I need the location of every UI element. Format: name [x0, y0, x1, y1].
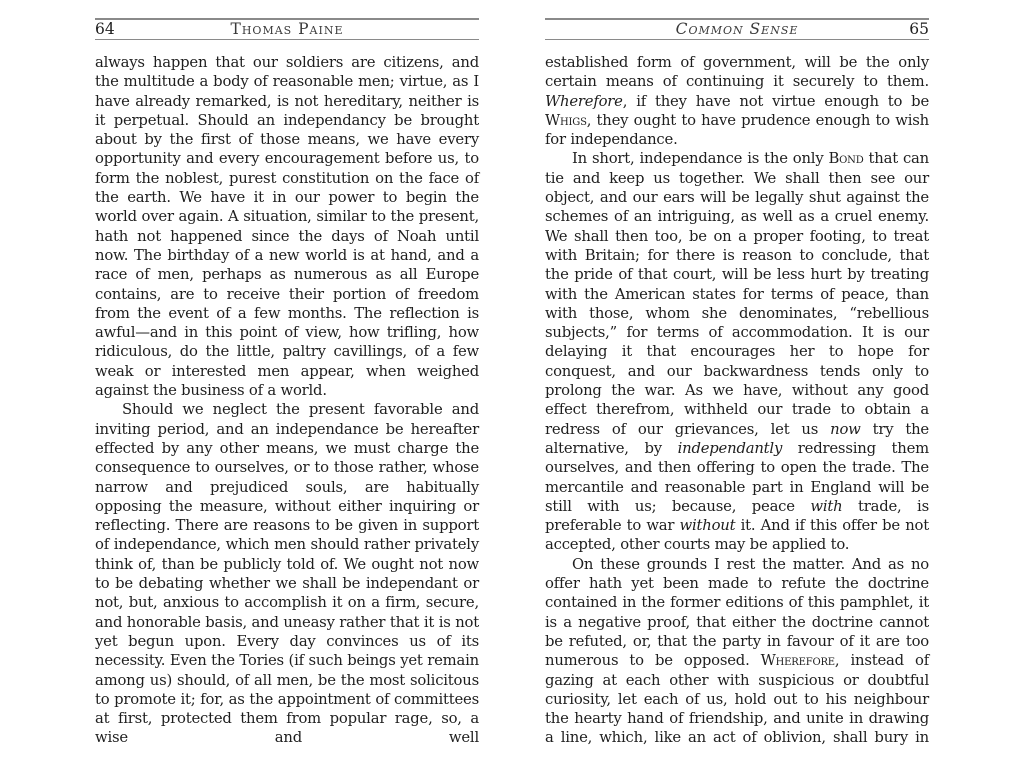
italic-text: without [679, 517, 736, 535]
page-header-right [545, 18, 929, 40]
running-head-right: Common Sense [675, 20, 799, 38]
paragraph: Should we neglect the present favorable and inviting period, and an independance be hereafter effected by any other means, we must charge the consequence to ourselves, or to those rather, whose narrow and prejudiced souls, are habitually opposing the measure, without either inquiring or reflecting. There are reasons to be given in support of independance, which men should rather privately think of, than be publicly told of. We ought not now to be debating whether we shall be independant or not, but, anxious to accomplish it on a firm, secure, and honorable basis, and uneasy rather that it is not yet begun upon. Every day convinces us of its necessity. Even the Tories (if such beings yet remain among us) should, of all men, be the most solicitous to promote it; for, as the appointment of committees at first, protected them from popular rage, so, a wise and well [95, 401, 479, 747]
paragraph: established form of government, will be the only certain means of continuing it securely to them. Wherefore, if they have not virtue enough to be Whigs, they ought to have prudence enough to wish for independance. [545, 54, 929, 149]
page-left [95, 18, 479, 748]
paragraph: always happen that our soldiers are citizens, and the multitude a body of reasonable men; virtue, as I have already remarked, is not hereditary, neither is it perpetual. Should an independancy be brought about by the first of those means, we have every opportunity and every encouragement before us, to form the noblest, purest constitution on the face of the earth. We have it in our power to begin the world over again. A situation, similar to the present, hath not happened since the days of Noah until now. The birthday of a new world is at hand, and a race of men, perhaps as numerous as all Europe contains, are to receive their portion of freedom from the event of a few months. The reflection is awful—and in this point of view, how trifling, how ridiculous, do the little, paltry cavillings, of a few weak or interested men appear, when weighed against the business of a world. [95, 54, 479, 400]
italic-text: now [830, 420, 861, 438]
smallcaps-text: Bond [828, 150, 864, 168]
running-head-left: Thomas Paine [230, 20, 344, 38]
page-number-right: 65 [909, 20, 929, 38]
page-right [545, 18, 929, 748]
page-body-right [545, 53, 929, 748]
paragraph: On these grounds I rest the matter. And as no offer hath yet been made to refute the doctrine contained in the former editions of this pamphlet, it is a negative proof, that either the doctrine cannot be refuted, or, that the party in favour of it are too numerous to be opposed. Wherefore, instead of gazing at each other with suspicious or doubtful curiosity, let each of us, hold out to his neighbour the hearty hand of friendship, and unite in drawing a line, which, like an act of oblivion, shall bury in [545, 555, 929, 747]
italic-text: independantly [677, 439, 783, 457]
italic-text: with [810, 497, 843, 515]
page-number-left: 64 [95, 20, 115, 38]
italic-text: Wherefore [545, 92, 623, 110]
paragraph: In short, independance is the only Bond that can tie and keep us together. We shall then see our object, and our ears will be legally shut against the schemes of an intriguing, as well as a cruel enemy. We shall then too, be on a proper footing, to treat with Britain; for there is reason to conclude, that the pride of that court, will be less hurt by treating with the American states for terms of peace, than with those, whom she denominates, “rebellious subjects,” for terms of accommodation. It is our delaying it that encourages her to hope for conquest, and our backwardness tends only to prolong the war. As we have, without any good effect therefrom, withheld our trade to obtain a redress of our grievances, let us now try the alternative, by independantly redressing them ourselves, and then offering to open the trade. The mercantile and reasonable part in England will be still with us; because, peace with trade, is preferable to war without it. And if this offer be not accepted, other courts may be applied to. [545, 150, 929, 554]
smallcaps-text: Whigs [545, 111, 587, 129]
page-header-left [95, 18, 479, 40]
smallcaps-text: Wherefore [760, 652, 835, 670]
page-body-left [95, 53, 479, 748]
